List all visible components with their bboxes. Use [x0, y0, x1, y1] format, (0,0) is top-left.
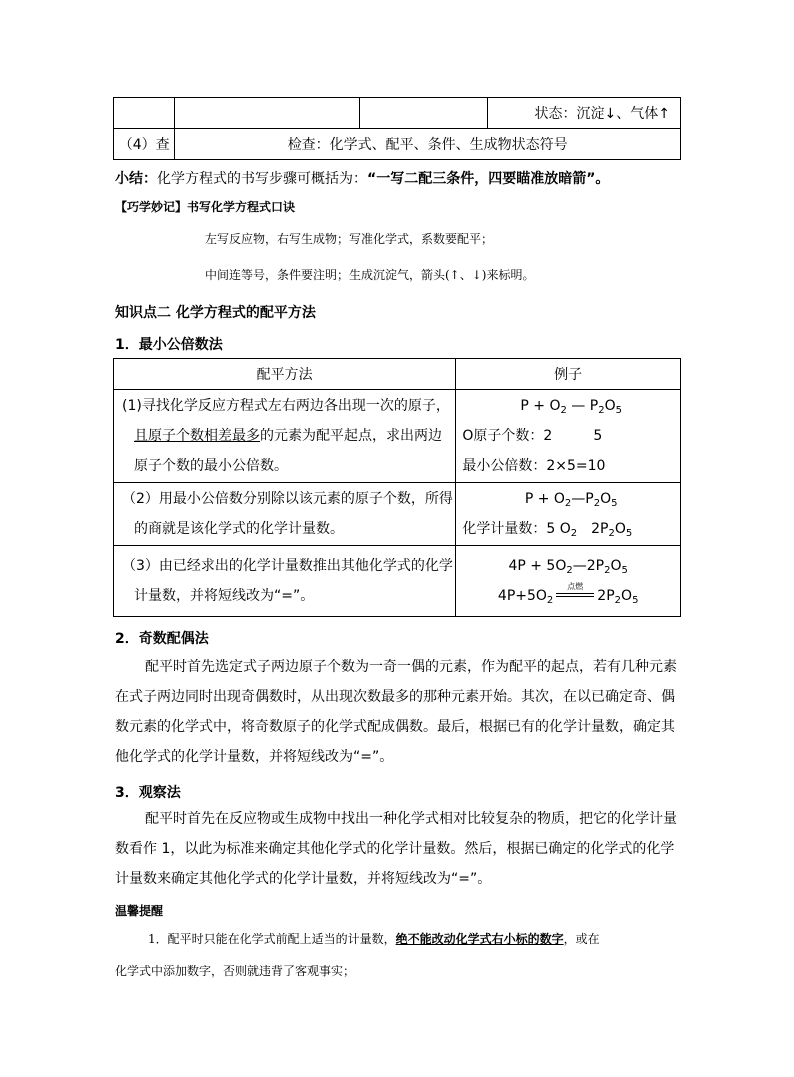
example-cell: $P + O_2—P_2O_5$ 化学计量数：5 $O_2$ $2P_2O_5$ [456, 483, 681, 546]
steps-table [113, 97, 681, 160]
method-cell: (1)寻找化学反应方程式左右两边各出现一次的原子， 且原子个数相差最多的元素为配平起点，求出两边 原子个数的最小公倍数。 [114, 390, 456, 483]
mnemonic-line-1: 左写反应物，右写生成物；写准化学式，系数要配平； [205, 232, 494, 246]
method-cell: （3）由已经求出的化学计量数推出其他化学式的化学 计量数，并将短线改为“=”。 [114, 546, 456, 617]
equation: $P + O_2—P_2O_5$ [524, 491, 618, 509]
method3-title: 3．观察法 [115, 785, 181, 801]
example-cell [456, 546, 681, 617]
emphasis-underline: 且原子个数相差最多 [134, 428, 260, 444]
method2-title: 2．奇数配偶法 [115, 631, 209, 647]
summary-quote: “一写二配三条件，四要瞄准放暗箭”。 [367, 171, 610, 187]
tips-line-2: 化学式中添加数字，否则就违背了客观事实； [115, 964, 356, 978]
mnemonic-line-2: 中间连等号，条件要注明；生成沉淀气，箭头(↑、↓)来标明。 [205, 268, 535, 282]
example-cell: $P + O_2$ — $P_2O_5$ O原子个数：2 5 最小公倍数：2×5=10 [456, 390, 681, 483]
balance-method-table [113, 358, 681, 617]
mnemonic-title: 【巧学妙记】书写化学方程式口诀 [115, 200, 296, 214]
state-symbol-cell: 状态：沉淀↓、气体↑ [488, 98, 681, 129]
table-row [114, 390, 681, 483]
table-row [114, 129, 681, 160]
step-check-label: （4）查 [114, 129, 175, 160]
table-header-row [114, 359, 681, 390]
header-example: 例子 [456, 359, 681, 390]
header-method: 配平方法 [114, 359, 456, 390]
method-cell: （2）用最小公倍数分别除以该元素的原子个数，所得 的商就是该化学式的化学计量数。 [114, 483, 456, 546]
method1-title: 1．最小公倍数法 [115, 337, 223, 353]
method2-body: 配平时首先选定式子两边原子个数为一奇一偶的元素，作为配平的起点，若有几种元素 在式子两边同时出现奇偶数时，从出现次数最多的那种元素开始。其次，在以已确定奇、偶 数元素的化学式中，将奇数原子的化学式配成偶数。最后，根据已有的化学计量数，确定其 他化学式的化学计量数，并将短线改为“=”。 [115, 659, 677, 765]
emphasis-underline: 绝不能改动化学式右小标的数字 [395, 932, 564, 946]
section-title: 知识点二 化学方程式的配平方法 [115, 305, 316, 321]
method3-body: 配平时首先在反应物或生成物中找出一种化学式相对比较复杂的物质，把它的化学计量 数看作 1，以此为标准来确定其他化学式的化学计量数。然后，根据已确定的化学式的化学 计量数来确定其他化学式的化学计量数，并将短线改为“=”。 [115, 811, 677, 887]
tips-title: 温馨提醒 [115, 904, 164, 918]
equation: $P + O_2$ — $P_2O_5$ [520, 398, 622, 416]
summary-line [115, 164, 609, 194]
tips-line-1: 1．配平时只能在化学式前配上适当的计量数，绝不能改动化学式右小标的数字，或在 [148, 932, 600, 946]
summary-text: 化学方程式的书写步骤可概括为： [157, 171, 367, 187]
equation-ignite: $4P+5O_2$ 点燃 $2P_2O_5$ [497, 582, 639, 606]
summary-label: 小结： [115, 171, 157, 187]
step-check-detail: 检查：化学式、配平、条件、生成物状态符号 [175, 129, 681, 160]
ignite-condition: 点燃 [556, 595, 594, 597]
table-row [114, 546, 681, 617]
equation: $4P + 5O_2—2P_2O_5$ [508, 558, 628, 576]
table-row [114, 98, 681, 129]
table-row [114, 483, 681, 546]
